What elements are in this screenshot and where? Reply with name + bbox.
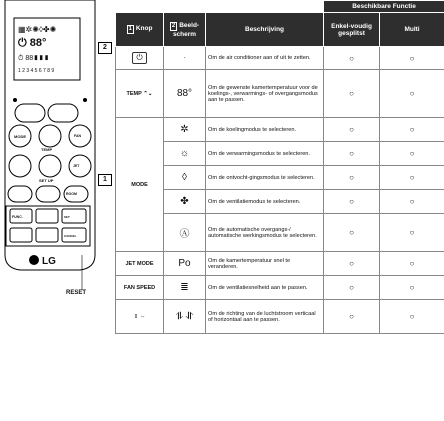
airflow-buttons-icon: ⇕ ⇔ bbox=[116, 300, 164, 334]
table-row: ⇕ ⇔ ⥮ ⥯ Om de richting van de luchtstroom verticaal of horizontaal aan te passen. ○ ○ bbox=[116, 300, 444, 334]
svg-text:LG: LG bbox=[42, 256, 56, 267]
svg-text:▦✲✺◊✤✺: ▦✲✺◊✤✺ bbox=[18, 25, 57, 34]
table-row: ⏻ - Om de air conditioner aan of uit te zetten. ○ ○ bbox=[116, 47, 444, 70]
header-single: Enkel-voudig gesplitst bbox=[324, 13, 380, 47]
reset-label: RESET bbox=[66, 290, 87, 296]
function-table bbox=[115, 0, 444, 334]
power-icon: ⏻ bbox=[132, 52, 146, 64]
callout-2: 2 bbox=[98, 42, 112, 54]
heat-icon: ☼ bbox=[164, 142, 206, 166]
header-available: Beschikbare Functie bbox=[324, 1, 444, 13]
svg-text:JET: JET bbox=[73, 164, 80, 168]
table-row: JET MODE Po Om de kamertemperatuur snel te veranderen. ○ ○ bbox=[116, 252, 444, 276]
callout-1: 1 bbox=[98, 174, 112, 186]
svg-text:⏻ 88°: ⏻ 88° bbox=[18, 37, 47, 49]
jet-icon: Po bbox=[164, 252, 206, 276]
table-row: TEMP ⌃⌄ 88° Om de gewenste kamertemperatuur voor de koelings-, verwarmings- of overgangsmodus aan te passen. ○ ○ bbox=[116, 70, 444, 118]
svg-text:CANCEL: CANCEL bbox=[64, 234, 77, 238]
header-scherm: 2 Beeld-scherm bbox=[164, 13, 206, 47]
cool-icon: ✲ bbox=[164, 118, 206, 142]
remote-control-illustration bbox=[0, 0, 100, 300]
svg-text:ROOM: ROOM bbox=[66, 192, 77, 196]
svg-text:FAN: FAN bbox=[74, 134, 81, 138]
table-row: FAN SPEED ≣ Om de ventilatiesnelheid aan te passen. ○ ○ bbox=[116, 276, 444, 300]
svg-text:⏱ 88▮▮▮: ⏱ 88▮▮▮ bbox=[18, 55, 50, 62]
svg-text:SET UP: SET UP bbox=[39, 178, 54, 183]
svg-text:TEMP: TEMP bbox=[41, 147, 53, 152]
table-row: ✤ Om de ventilatiemodus te selecteren. ○ ○ bbox=[116, 190, 444, 214]
svg-text:FUNC.: FUNC. bbox=[12, 215, 23, 219]
header-knop: 1 Knop bbox=[116, 13, 164, 47]
auto-mode-icon: Ⓐ bbox=[164, 214, 206, 252]
header-multi: Multi bbox=[380, 13, 444, 47]
table-row: Ⓐ Om de automatische overgangs-/ automatische werkingsmodus te selecteren. ○ ○ bbox=[116, 214, 444, 252]
temp-arrows-icon: TEMP ⌃⌄ bbox=[116, 70, 164, 118]
table-row: ◊ Om de ontvocht-gingsmodus te selecteren. ○ ○ bbox=[116, 166, 444, 190]
svg-text:SET: SET bbox=[64, 215, 70, 219]
svg-text:MODE: MODE bbox=[14, 134, 26, 139]
table-row: ☼ Om de verwarmingsmodus te selecteren. ○ ○ bbox=[116, 142, 444, 166]
dehumidify-icon: ◊ bbox=[164, 166, 206, 190]
table-row: MODE ✲ Om de koelingmodus te selecteren. ○ ○ bbox=[116, 118, 444, 142]
header-beschrijving: Beschrijving bbox=[206, 13, 324, 47]
fan-speed-icon: ≣ bbox=[164, 276, 206, 300]
fan-icon: ✤ bbox=[164, 190, 206, 214]
airflow-icon: ⥮ ⥯ bbox=[164, 300, 206, 334]
svg-text:1 2 3 4 5 6 7 8 9: 1 2 3 4 5 6 7 8 9 bbox=[18, 68, 55, 74]
